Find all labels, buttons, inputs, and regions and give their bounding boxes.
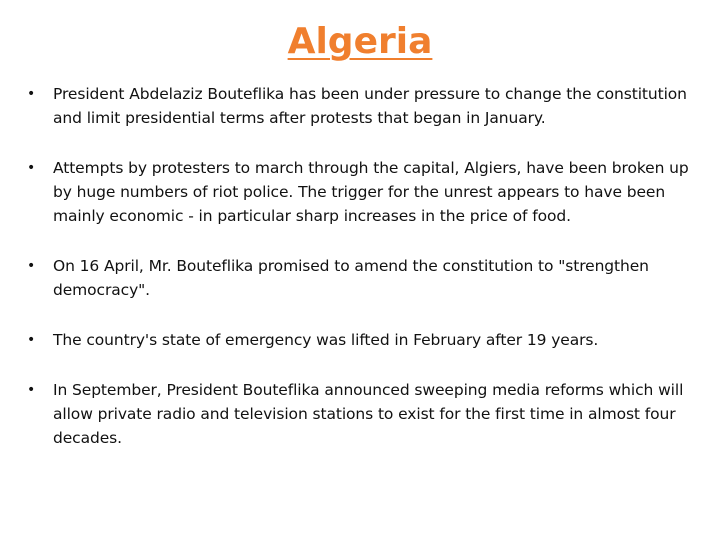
bullet-text: Attempts by protesters to march through the capital, Algiers, have been broken up by huge numbers of riot police. The trigger for the unrest appears to have been mainly economic - in particular sharp increases in the price of food.: [53, 159, 689, 225]
bullet-icon: •: [27, 160, 36, 176]
bullet-list: [27, 82, 699, 476]
bullet-text: In September, President Bouteflika announced sweeping media reforms which will allow private radio and television stations to exist for the first time in almost four decades.: [53, 381, 684, 447]
bullet-icon: •: [27, 382, 36, 398]
bullet-item-1: [27, 82, 699, 130]
bullet-icon: •: [27, 332, 36, 348]
bullet-icon: •: [27, 86, 36, 102]
bullet-item-3: [27, 254, 699, 302]
bullet-item-5: [27, 378, 699, 450]
bullet-item-2: [27, 156, 699, 228]
bullet-icon: •: [27, 258, 36, 274]
bullet-item-4: [27, 328, 699, 352]
page-title: Algeria: [287, 21, 433, 62]
bullet-text: President Abdelaziz Bouteflika has been under pressure to change the constitution and limit presidential terms after protests that began in January.: [53, 85, 687, 127]
bullet-text: On 16 April, Mr. Bouteflika promised to amend the constitution to "strengthen democracy".: [53, 257, 649, 299]
bullet-text: The country's state of emergency was lifted in February after 19 years.: [53, 331, 599, 349]
